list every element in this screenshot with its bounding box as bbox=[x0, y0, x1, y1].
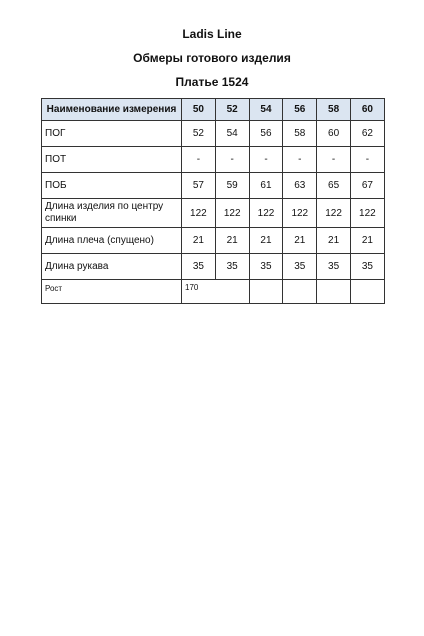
table-cell: 58 bbox=[283, 121, 317, 147]
row-label: ПОТ bbox=[42, 147, 182, 173]
column-header-measurement: Наименование измерения bbox=[42, 99, 182, 121]
table-cell: 35 bbox=[317, 254, 351, 280]
table-cell: 67 bbox=[350, 173, 384, 199]
table-cell: - bbox=[283, 147, 317, 173]
table-cell: 35 bbox=[350, 254, 384, 280]
row-label: Рост bbox=[42, 280, 182, 304]
table-cell: 54 bbox=[215, 121, 249, 147]
table-cell: 56 bbox=[249, 121, 283, 147]
table-cell: 122 bbox=[350, 199, 384, 228]
table-cell-empty bbox=[317, 280, 351, 304]
brand-title: Ladis Line bbox=[182, 27, 242, 41]
table-cell-empty bbox=[283, 280, 317, 304]
table-cell: 63 bbox=[283, 173, 317, 199]
table-row-rost bbox=[42, 280, 385, 304]
column-header-size: 52 bbox=[215, 99, 249, 121]
rost-value: 170 bbox=[182, 280, 250, 304]
table-cell: - bbox=[249, 147, 283, 173]
row-label: Длина рукава bbox=[42, 254, 182, 280]
product-title: Платье 1524 bbox=[175, 75, 249, 89]
table-cell: 57 bbox=[182, 173, 216, 199]
table-cell: - bbox=[350, 147, 384, 173]
column-header-size: 56 bbox=[283, 99, 317, 121]
table-cell: 61 bbox=[249, 173, 283, 199]
row-label: Длина изделия по центру спинки bbox=[42, 199, 182, 228]
row-label: ПОГ bbox=[42, 121, 182, 147]
table-cell: 21 bbox=[350, 228, 384, 254]
table-cell: 35 bbox=[249, 254, 283, 280]
table-cell: 21 bbox=[215, 228, 249, 254]
measurements-table bbox=[41, 98, 385, 304]
table-cell-empty bbox=[350, 280, 384, 304]
column-header-size: 50 bbox=[182, 99, 216, 121]
table-row bbox=[42, 173, 385, 199]
table-cell: 21 bbox=[182, 228, 216, 254]
row-label: Длина плеча (спущено) bbox=[42, 228, 182, 254]
table-row bbox=[42, 199, 385, 228]
table-cell: 65 bbox=[317, 173, 351, 199]
column-header-size: 58 bbox=[317, 99, 351, 121]
document-subtitle: Обмеры готового изделия bbox=[133, 51, 291, 65]
table-cell: 35 bbox=[182, 254, 216, 280]
table-cell: 62 bbox=[350, 121, 384, 147]
table-cell: 122 bbox=[215, 199, 249, 228]
table-cell: 52 bbox=[182, 121, 216, 147]
table-row bbox=[42, 254, 385, 280]
table-cell: - bbox=[182, 147, 216, 173]
column-header-size: 60 bbox=[350, 99, 384, 121]
table-row bbox=[42, 228, 385, 254]
table-cell: 122 bbox=[283, 199, 317, 228]
table-cell: 122 bbox=[182, 199, 216, 228]
table-cell: 21 bbox=[317, 228, 351, 254]
table-cell: - bbox=[317, 147, 351, 173]
table-row bbox=[42, 121, 385, 147]
column-header-size: 54 bbox=[249, 99, 283, 121]
table-header-row bbox=[42, 99, 385, 121]
table-cell: 35 bbox=[283, 254, 317, 280]
table-cell: 35 bbox=[215, 254, 249, 280]
table-cell: 21 bbox=[283, 228, 317, 254]
row-label: ПОБ bbox=[42, 173, 182, 199]
table-cell: 122 bbox=[317, 199, 351, 228]
table-cell: 122 bbox=[249, 199, 283, 228]
table-cell: 60 bbox=[317, 121, 351, 147]
table-cell: 59 bbox=[215, 173, 249, 199]
table-row bbox=[42, 147, 385, 173]
table-cell-empty bbox=[249, 280, 283, 304]
table-cell: 21 bbox=[249, 228, 283, 254]
table-cell: - bbox=[215, 147, 249, 173]
